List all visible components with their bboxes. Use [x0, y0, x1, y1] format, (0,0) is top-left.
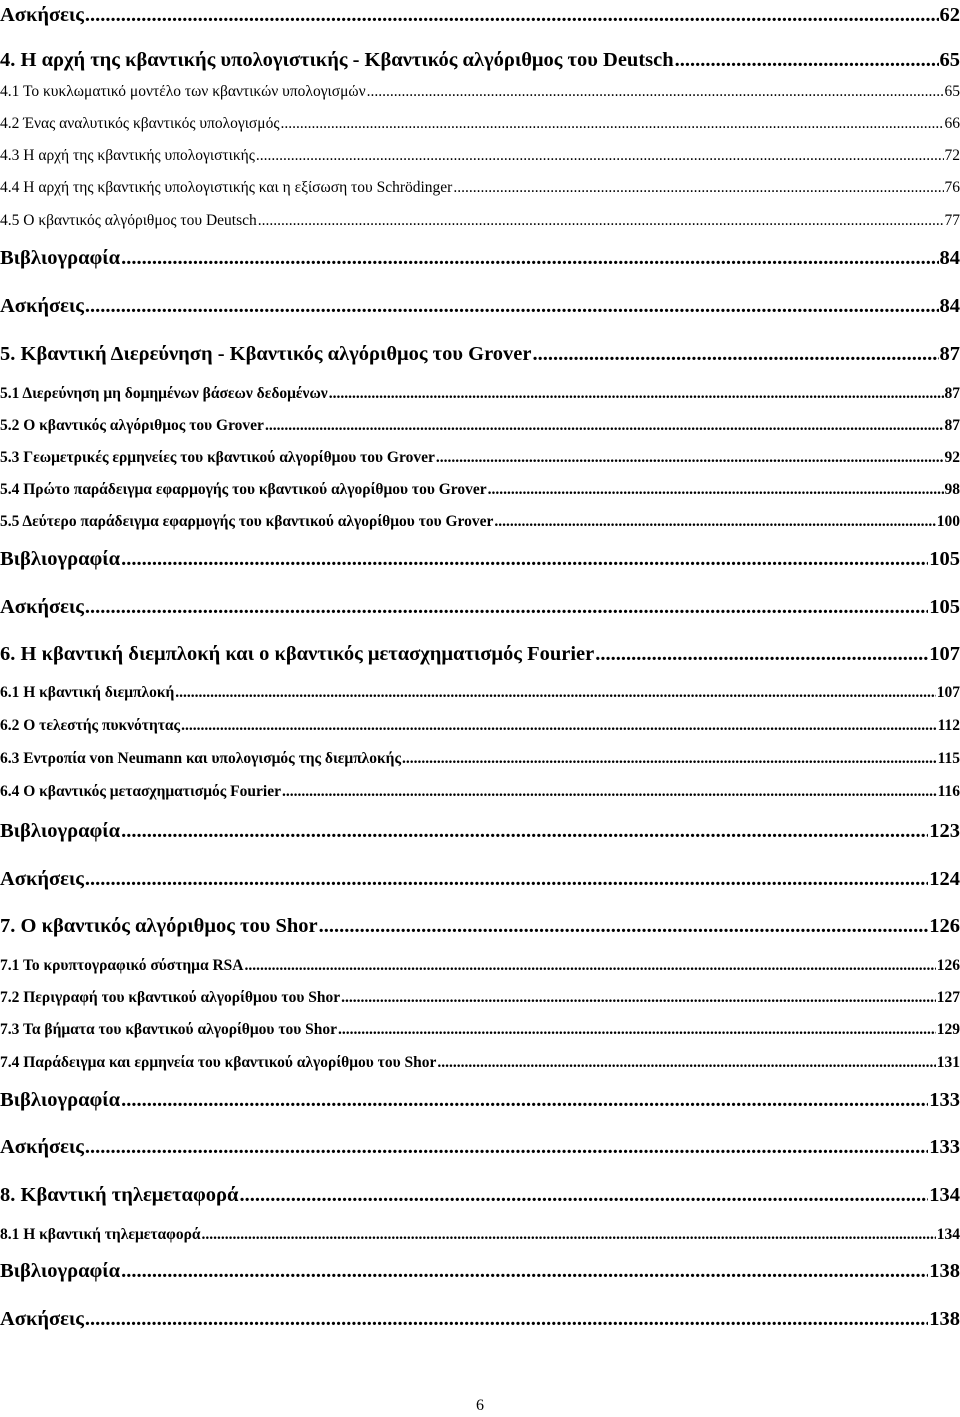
toc-entry-title: 7.2 Περιγραφή του κβαντικού αλγορίθμου του Shor — [0, 989, 341, 1006]
toc-entry-title: 7.4 Παράδειγμα και ερμηνεία του κβαντικού αλγορίθμου του Shor — [0, 1054, 437, 1071]
toc-entry[interactable] — [0, 955, 960, 977]
toc-entry[interactable] — [0, 447, 960, 469]
dot-leader — [121, 244, 938, 272]
toc-entry-page: 98 — [944, 481, 960, 498]
toc-entry-title: 4. Η αρχή της κβαντικής υπολογιστικής - Κβαντικός αλγόριθμος του Deutsch — [0, 49, 674, 71]
toc-entry-title: 4.2 Ένας αναλυτικός κβαντικός υπολογισμός — [0, 115, 280, 132]
toc-entry-page: 72 — [944, 147, 960, 164]
toc-entry-page: 127 — [936, 989, 960, 1006]
toc-entry[interactable] — [0, 1052, 960, 1074]
dot-leader — [282, 781, 937, 803]
toc-entry-page: 84 — [939, 247, 960, 269]
toc-entry-page: 123 — [929, 820, 960, 842]
dot-leader — [121, 1086, 928, 1114]
toc-entry[interactable] — [0, 177, 960, 199]
toc-entry-title: 4.3 Η αρχή της κβαντικής υπολογιστικής — [0, 147, 255, 164]
toc-entry-title: 5.5 Δεύτερο παράδειγμα εφαρμογής του κβαντικού αλγορίθμου του Grover — [0, 513, 494, 530]
toc-entry-title: 7. Ο κβαντικός αλγόριθμος του Shor — [0, 915, 318, 937]
dot-leader — [319, 912, 929, 940]
dot-leader — [175, 682, 935, 704]
toc-entry-title: Ασκήσεις — [0, 4, 84, 26]
dot-leader — [239, 1181, 928, 1209]
toc-entry-title: 5.3 Γεωμετρικές ερμηνείες του κβαντικού αλγορίθμου του Grover — [0, 449, 435, 466]
toc-entry-page: 105 — [929, 548, 960, 570]
page-number: 6 — [476, 1397, 484, 1414]
toc-entry[interactable] — [0, 593, 960, 621]
toc-entry-title: Βιβλιογραφία — [0, 820, 121, 842]
toc-entry-page: 87 — [944, 417, 960, 434]
toc-entry-title: Βιβλιογραφία — [0, 548, 121, 570]
toc-entry-title: 4.4 Η αρχή της κβαντικής υπολογιστικής και η εξίσωση του Schrödinger — [0, 179, 453, 196]
dot-leader — [436, 447, 944, 469]
toc-entry-title: 6. Η κβαντική διεμπλοκή και ο κβαντικός μετασχηματισμός Fourier — [0, 643, 595, 665]
dot-leader — [85, 1305, 928, 1333]
toc-entry-title: 7.1 Το κρυπτογραφικό σύστημα RSA — [0, 957, 244, 974]
toc-entry[interactable] — [0, 682, 960, 704]
toc-entry-title: 6.2 Ο τελεστής πυκνότητας — [0, 717, 181, 734]
toc-entry[interactable] — [0, 1086, 960, 1114]
toc-entry-page: 65 — [944, 83, 960, 100]
dot-leader — [533, 340, 939, 368]
toc-entry-title: 7.3 Τα βήματα του κβαντικού αλγορίθμου του Shor — [0, 1021, 338, 1038]
dot-leader — [245, 955, 936, 977]
toc-entry-page: 66 — [944, 115, 960, 132]
dot-leader — [256, 145, 944, 167]
toc-entry-page: 107 — [929, 643, 960, 665]
dot-leader — [595, 640, 928, 668]
toc-entry[interactable] — [0, 1181, 960, 1209]
toc-entry-page: 107 — [936, 684, 960, 701]
toc-entry-title: Βιβλιογραφία — [0, 1089, 121, 1111]
dot-leader — [338, 1019, 936, 1041]
toc-entry-page: 116 — [937, 783, 960, 800]
dot-leader — [494, 511, 935, 533]
toc-entry-page: 134 — [929, 1184, 960, 1206]
toc-entry-page: 115 — [937, 750, 960, 767]
dot-leader — [675, 46, 939, 74]
toc-entry-title: 8. Κβαντική τηλεμεταφορά — [0, 1184, 239, 1206]
toc-entry[interactable] — [0, 1224, 960, 1246]
toc-entry-page: 126 — [936, 957, 960, 974]
toc-entry[interactable] — [0, 912, 960, 940]
toc-entry-title: Ασκήσεις — [0, 596, 84, 618]
toc-entry-title: 5.2 Ο κβαντικός αλγόριθμος του Grover — [0, 417, 264, 434]
toc-entry-page: 84 — [939, 295, 960, 317]
toc-entry[interactable] — [0, 715, 960, 737]
toc-entry[interactable] — [0, 244, 960, 272]
toc-entry-title: 5.4 Πρώτο παράδειγμα εφαρμογής του κβαντικού αλγορίθμου του Grover — [0, 481, 487, 498]
dot-leader — [258, 210, 944, 232]
toc-entry[interactable] — [0, 1305, 960, 1333]
toc-entry[interactable] — [0, 865, 960, 893]
toc-entry[interactable] — [0, 479, 960, 501]
toc-entry-title: 5. Κβαντική Διερεύνηση - Κβαντικός αλγόριθμος του Grover — [0, 343, 532, 365]
toc-entry-page: 124 — [929, 868, 960, 890]
toc-entry-page: 138 — [929, 1308, 960, 1330]
toc-entry[interactable] — [0, 511, 960, 533]
toc-entry[interactable] — [0, 1257, 960, 1285]
dot-leader — [329, 383, 944, 405]
toc-entry-page: 112 — [937, 717, 960, 734]
toc-entry-page: 129 — [936, 1021, 960, 1038]
dot-leader — [402, 748, 937, 770]
toc-entry-page: 92 — [944, 449, 960, 466]
toc-entry-title: Βιβλιογραφία — [0, 247, 121, 269]
dot-leader — [280, 113, 943, 135]
toc-entry[interactable] — [0, 292, 960, 320]
dot-leader — [341, 987, 936, 1009]
toc-entry[interactable] — [0, 545, 960, 573]
toc-entry-page: 87 — [944, 385, 960, 402]
toc-entry[interactable] — [0, 781, 960, 803]
toc-entry-title: 4.5 Ο κβαντικός αλγόριθμος του Deutsch — [0, 212, 257, 229]
toc-entry-title: Ασκήσεις — [0, 1136, 84, 1158]
toc-entry[interactable] — [0, 145, 960, 167]
dot-leader — [85, 865, 928, 893]
toc-entry-title: Βιβλιογραφία — [0, 1260, 121, 1282]
toc-entry-title: 5.1 Διερεύνηση μη δομημένων βάσεων δεδομένων — [0, 385, 328, 402]
toc-entry-page: 133 — [929, 1089, 960, 1111]
dot-leader — [437, 1052, 935, 1074]
toc-entry[interactable] — [0, 415, 960, 437]
toc-entry[interactable] — [0, 46, 960, 74]
toc-entry[interactable] — [0, 1, 960, 29]
dot-leader — [453, 177, 943, 199]
dot-leader — [85, 593, 928, 621]
dot-leader — [85, 292, 939, 320]
toc-entry-title: Ασκήσεις — [0, 868, 84, 890]
dot-leader — [121, 1257, 928, 1285]
toc-entry[interactable] — [0, 748, 960, 770]
dot-leader — [367, 81, 944, 103]
toc-entry[interactable] — [0, 210, 960, 232]
toc-entry-page: 105 — [929, 596, 960, 618]
toc-entry-page: 126 — [929, 915, 960, 937]
dot-leader — [202, 1224, 936, 1246]
dot-leader — [488, 479, 944, 501]
toc-entry-page: 131 — [936, 1054, 960, 1071]
toc-entry[interactable] — [0, 640, 960, 668]
dot-leader — [85, 1133, 928, 1161]
toc-entry-page: 87 — [939, 343, 960, 365]
toc-entry[interactable] — [0, 817, 960, 845]
toc-entry-title: 6.4 Ο κβαντικός μετασχηματισμός Fourier — [0, 783, 281, 800]
toc-entry-page: 77 — [944, 212, 960, 229]
toc-entry[interactable] — [0, 987, 960, 1009]
toc-entry[interactable] — [0, 113, 960, 135]
dot-leader — [265, 415, 944, 437]
toc-entry-page: 134 — [936, 1226, 960, 1243]
toc-entry-title: 6.1 Η κβαντική διεμπλοκή — [0, 684, 175, 701]
toc-entry-page: 76 — [944, 179, 960, 196]
toc-entry[interactable] — [0, 81, 960, 103]
toc-entry-page: 133 — [929, 1136, 960, 1158]
toc-entry-title: 4.1 Το κυκλωματικό μοντέλο των κβαντικών υπολογισμών — [0, 83, 366, 100]
dot-leader — [85, 1, 939, 29]
toc-entry[interactable] — [0, 1133, 960, 1161]
toc-entry-title: 8.1 Η κβαντική τηλεμεταφορά — [0, 1226, 201, 1243]
dot-leader — [181, 715, 937, 737]
toc-entry[interactable] — [0, 383, 960, 405]
dot-leader — [121, 545, 928, 573]
toc-entry-page: 62 — [939, 4, 960, 26]
toc-entry[interactable] — [0, 340, 960, 368]
dot-leader — [121, 817, 928, 845]
toc-entry[interactable] — [0, 1019, 960, 1041]
toc-entry-title: Ασκήσεις — [0, 1308, 84, 1330]
toc-entry-page: 65 — [939, 49, 960, 71]
toc-entry-page: 100 — [936, 513, 960, 530]
toc-entry-page: 138 — [929, 1260, 960, 1282]
toc-entry-title: 6.3 Εντροπία von Neumann και υπολογισμός της διεμπλοκής — [0, 750, 401, 767]
toc-entry-title: Ασκήσεις — [0, 295, 84, 317]
